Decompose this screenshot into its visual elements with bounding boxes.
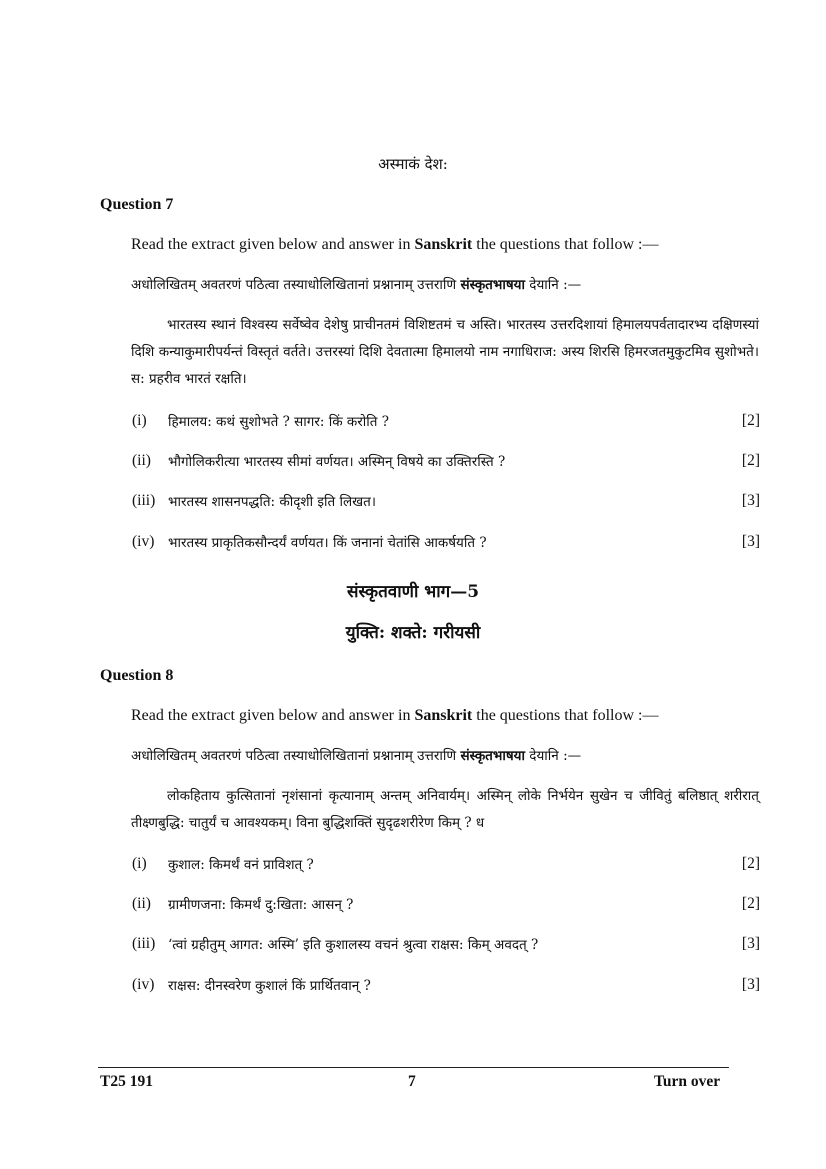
question-text: ‘त्वां ग्रहीतुम् आगत: अस्मि’ इति कुशालस्य वचनं श्रुत्वा राक्षस: किम् अवदत् ? xyxy=(168,937,539,953)
question-text: हिमालय: कथं सुशोभते ? सागर: किं करोति ? xyxy=(168,414,389,430)
question-marks: [2] xyxy=(741,412,760,429)
question-marks: [3] xyxy=(741,492,760,509)
instruction-text: Read the extract given below and answer in xyxy=(131,707,415,724)
paper-code: T25 191 xyxy=(100,1073,153,1090)
question-item xyxy=(132,533,760,555)
instruction-text: the questions that follow :— xyxy=(472,707,659,724)
question-marks: [3] xyxy=(741,533,760,550)
question-text: भारतस्य प्राकृतिकसौन्दर्यं वर्णयत। किं जनानां चेतांसि आकर्षयति ? xyxy=(168,535,487,551)
footer-divider xyxy=(98,1067,729,1068)
section-heading xyxy=(0,579,826,602)
instruction-english xyxy=(131,236,658,254)
question-marks: [2] xyxy=(741,452,760,469)
question-number: (iii) xyxy=(132,492,156,509)
question-number: (i) xyxy=(132,412,147,429)
question-text: कुशाल: किमर्थं वनं प्राविशत् ? xyxy=(168,857,314,873)
instruction-sanskrit xyxy=(131,275,581,293)
question-marks: [2] xyxy=(741,895,760,912)
question-number: (iv) xyxy=(132,976,155,993)
question-number: (iii) xyxy=(132,935,156,952)
instruction-bold: संस्कृतभाषया xyxy=(460,277,525,293)
instruction-text: देयानि :— xyxy=(525,748,582,764)
question-item xyxy=(132,492,760,514)
question-item xyxy=(132,935,760,957)
question-marks: [3] xyxy=(741,935,760,952)
section-title: संस्कृतवाणी भाग—5 xyxy=(346,582,480,602)
section-subtitle: युक्ति: शक्ते: गरीयसी xyxy=(345,623,481,643)
instruction-bold: Sanskrit xyxy=(414,236,473,253)
instruction-text: Read the extract given below and answer in xyxy=(131,236,415,253)
question-number: (ii) xyxy=(132,895,151,912)
question-text: भारतस्य शासनपद्धति: कीदृशी इति लिखत। xyxy=(168,494,376,510)
section-title: अस्माकं देश: xyxy=(378,155,448,173)
question-item xyxy=(132,855,760,877)
instruction-bold: Sanskrit xyxy=(414,707,473,724)
question-number: (i) xyxy=(132,855,147,872)
turn-over-note: Turn over xyxy=(654,1073,721,1090)
instruction-text: अधोलिखितम् अवतरणं पठित्वा तस्याधोलिखितानां प्रश्नानाम् उत्तराणि xyxy=(131,748,461,764)
instruction-text: the questions that follow :— xyxy=(472,236,659,253)
question-text: भौगोलिकरीत्या भारतस्य सीमां वर्णयत। अस्मिन् विषये का उक्तिरस्ति ? xyxy=(168,454,506,470)
page-number: 7 xyxy=(408,1073,416,1090)
instruction-sanskrit xyxy=(131,746,581,764)
question-item xyxy=(132,976,760,998)
question-marks: [2] xyxy=(741,855,760,872)
question-number: (ii) xyxy=(132,452,151,469)
question-number: (iv) xyxy=(132,533,155,550)
question-marks: [3] xyxy=(741,976,760,993)
question-text: ग्रामीणजना: किमर्थं दु:खिता: आसन् ? xyxy=(168,897,354,913)
question-item xyxy=(132,412,760,434)
question-text: राक्षस: दीनस्वरेण कुशालं किं प्रार्थितवान् ? xyxy=(168,978,371,994)
question-8-label: Question 8 xyxy=(100,667,174,684)
section-heading xyxy=(0,154,826,174)
question-7-label: Question 7 xyxy=(100,196,174,213)
question-item xyxy=(132,452,760,474)
instruction-text: देयानि :— xyxy=(525,277,582,293)
passage: लोकहिताय कुत्सितानां नृशंसानां कृत्यानाम् अन्तम् अनिवार्यम्। अस्मिन् लोके निर्भयेन सुखेन च जीवितुं बलिष्ठात् शरीरात् तीक्ष्णबुद्धि: चातुर्यं च आवश्यकम्। विना बुद्धिशक्तिं सुदृढशरीरेण किम् ? ध xyxy=(131,788,759,831)
question-item xyxy=(132,895,760,917)
passage: भारतस्य स्थानं विश्वस्य सर्वेष्वेव देशेषु प्राचीनतमं विशिष्टतमं च अस्ति। भारतस्य उत्तरदिशायां हिमालयपर्वतादारभ्य दक्षिणस्यां दिशि कन्याकुमारीपर्यन्तं विस्तृतं वर्तते। उत्तरस्यां दिशि देवतात्मा हिमालयो नाम नगाधिराज: अस्य शिरसि हिमरजतमुकुटमिव सुशोभते। स: प्रहरीव भारतं रक्षति। xyxy=(131,317,759,387)
instruction-text: अधोलिखितम् अवतरणं पठित्वा तस्याधोलिखितानां प्रश्नानाम् उत्तराणि xyxy=(131,277,461,293)
section-subheading xyxy=(0,620,826,643)
instruction-english xyxy=(131,707,658,725)
instruction-bold: संस्कृतभाषया xyxy=(460,748,525,764)
